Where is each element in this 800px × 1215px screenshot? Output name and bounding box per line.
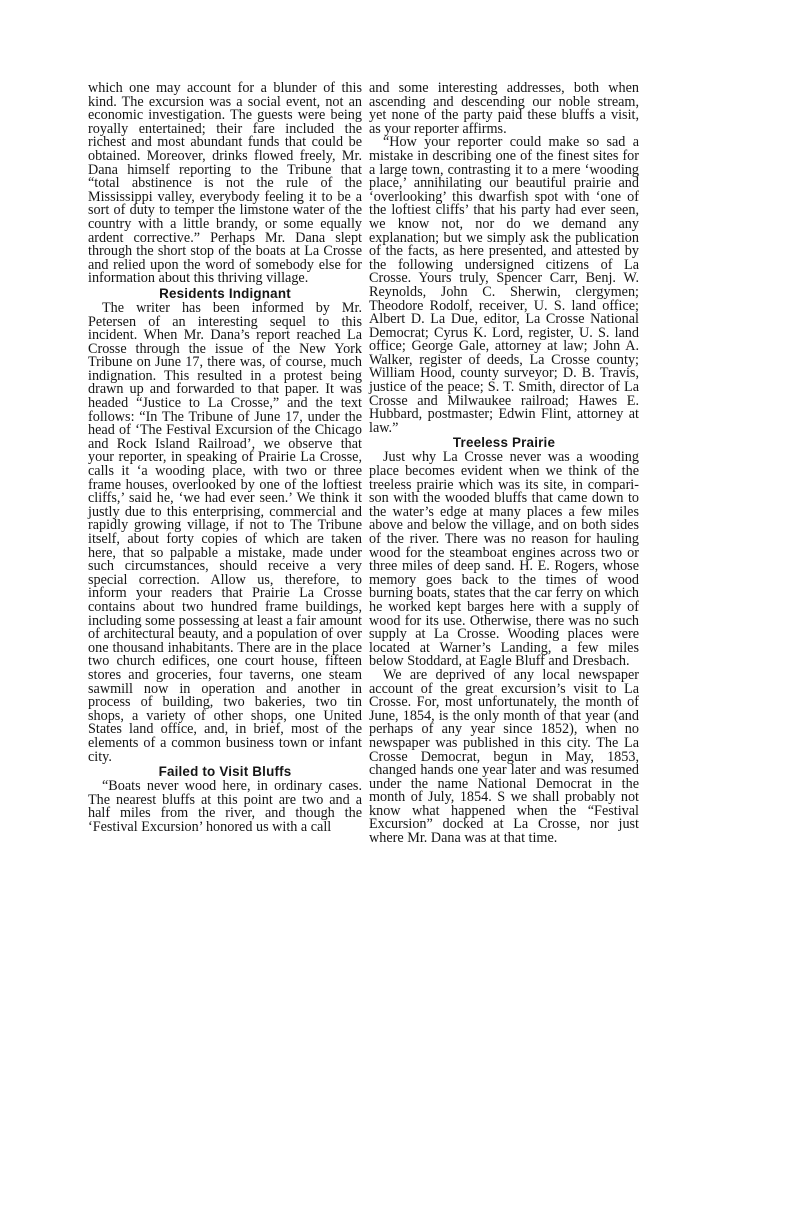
paragraph: “Boats never wood here, in ordinary cases. The nearest bluffs at this point are two and a half miles from the river, and though the ‘Festival Excursion’ honored us with a call: [88, 778, 362, 835]
paragraph: which one may account for a blunder of this kind. The excursion was a social event, not an economic investigation. The guests were being royally entertained; their fare included the richest and most abundant funds that could be obtained. Moreover, drinks flowed freely, Mr. Dana himself reporting to the Tribune that “total abstinence is not the rule of the Mississippi valley, everybody feeling it to be a sort of duty to temper the limstone water of the country with a little brandy, or some equally ardent corrective.” Perhaps Mr. Dana slept through the short stop of the boats at La Crosse and relied upon the word of somebody else for information about this thriving village.: [88, 80, 362, 287]
left-column: [88, 82, 362, 834]
paragraph: The writer has been informed by Mr. Petersen of an interesting sequel to this incident. When Mr. Dana’s report reached La Crosse through the issue of the New York Tribune on June 17, there was, of course, much indignation. This resulted in a protest being drawn up and forwarded to that paper. It was headed “Justice to La Crosse,” and the text follows: “In The Tribune of June 17, under the head of ‘The Festival Excursion of the Chicago and Rock Island Railroad’, we observe that your reporter, in speaking of Prairie La Crosse, calls it ‘a wooding place, with two or three frame houses, overlooked by one of the loftiest cliffs,’ said he, ‘we had ever seen.’ We think it justly due to this enterprising, commercial and rapidly growing village, if not to The Tribune itself, about forty copies of which are taken here, that so palpable a mistake, made under such circumstances, should receive a very special correction. Allow us, therefore, to inform your readers that Prairie La Crosse contains about two hundred frame buildings, including some possessing at least a fair amount of architectural beauty, and a population of over one thousand inhabitants. There are in the place two church edifices, one court house, fifteen stores and groceries, four taverns, one steam sawmill now in operation and another in process of building, two bakeries, two tin shops, a variety of other shops, one United States land office, and, in brief, most of the elements of a common business town or infant city.: [88, 299, 362, 765]
section-heading: Residents Indignant: [159, 285, 291, 301]
section-heading: Failed to Visit Bluffs: [158, 764, 292, 780]
paragraph: “How your reporter could make so sad a mistake in describing one of the finest sites for a large town, contrasting it to a mere ‘wooding place,’ annihilating our beautiful prairie and ‘overlooking’ this dwarfish spot with ‘one of the loftiest cliffs’ that his party had ever seen, we know not, nor do we demand any explanation; but we simply ask the publication of the facts, as here presented, and attested by the following undersigned citizens of La Crosse. Yours truly, Spencer Carr, Benj. W. Reynolds, John C. Sherwin, clergymen; Theodore Rodolf, receiver, U. S. land office; Albert D. La Due, editor, La Crosse National Democrat; Cyrus K. Lord, register, U. S. land office; George Gale, attorney at law; John A. Walker, register of deeds, La Crosse county; William Hood, county surveyor; D. B. Travis, justice of the peace; S. T. Smith, director of La Crosse and Milwaukee railroad; Hawes E. Hubbard, postmaster; Edwin Flint, attorney at law.”: [369, 134, 639, 436]
right-column: [369, 82, 639, 846]
paragraph: We are deprived of any local newspaper account of the great excursion’s visit to La Crosse. For, most unfortunately, the month of June, 1854, is the only month of that year (and perhaps of any year since 1852), when no newspaper was published in this city. The La Crosse Democrat, begun in May, 1853, changed hands one year later and was resumed under the name National Democrat in the month of July, 1854. S we shall probably not know what happened when the “Festival Excursion” docked at La Crosse, nor just where Mr. Dana was at that time.: [369, 666, 639, 847]
paragraph: Just why La Crosse never was a wooding place becomes evident when we think of the treeless prairie which was its site, in comparison with the wooded bluffs that came down to the water’s edge at many places a few miles above and below the village, and on both sides of the river. There was no reason for hauling wood for the steamboat engines across two or three miles of deep sand. H. E. Rogers, whose memory goes back to the times of wood burning boats, states that the car ferry on which he worked kept barges here with a supply of wood for its use. Otherwise, there was no such supply at La Crosse. Wooding places were located at Warner’s Landing, a few miles below Stoddard, at Eagle Bluff and Dresbach.: [369, 449, 639, 670]
section-heading: Treeless Prairie: [452, 435, 556, 451]
paragraph: and some interesting addresses, both when ascending and descending our noble stream, yet none of the party paid these bluffs a visit, as your reporter affirms.: [369, 80, 639, 137]
